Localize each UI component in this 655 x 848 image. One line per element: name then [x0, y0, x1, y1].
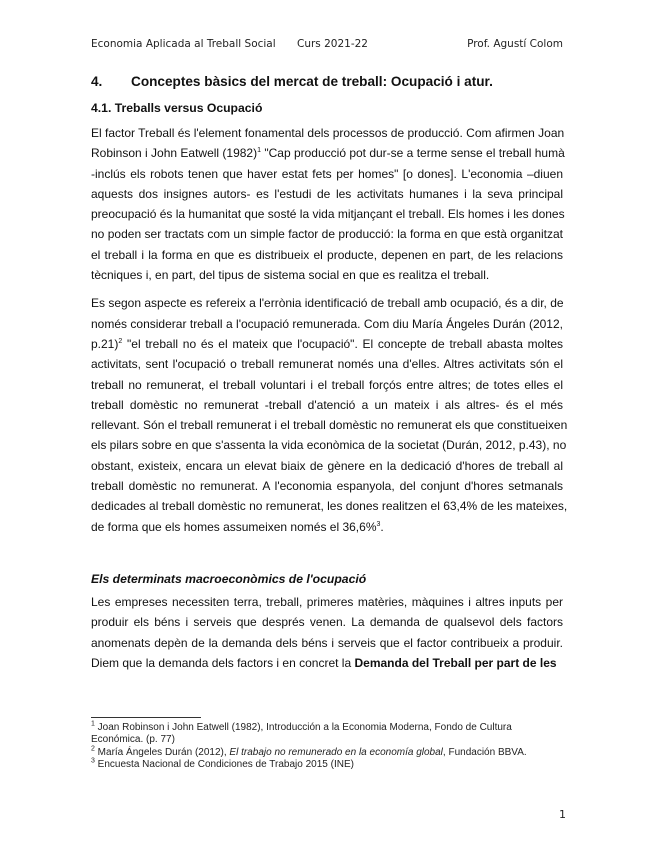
subsection-heading: 4.1. Treballs versus Ocupació	[91, 101, 263, 115]
paragraph-line	[91, 517, 563, 537]
paragraph-line: obstant, existeix, encara un elevat biaix de gènere en la dedicació d'hores de treball al	[91, 458, 563, 473]
line-text: Robinson i John Eatwell (1982)	[91, 146, 258, 161]
paragraph-line: només considerar treball a l'ocupació remunerada. Com diu María Ángeles Durán (2012,	[91, 316, 563, 331]
footnote-text: , Fundación BBVA.	[442, 746, 527, 758]
paragraph-line: no poden ser tractats com un simple factor de producció: la forma en que està organitzat	[91, 227, 563, 242]
paragraph-line: treball no remunerat, el treball voluntari i el treball forçós entre altres; de totes elles el	[91, 377, 563, 392]
page-number: 1	[559, 808, 566, 821]
paragraph-line	[91, 653, 563, 673]
footnote-text: María Ángeles Durán (2012),	[94, 746, 230, 758]
line-text: "el treball no és el mateix que l'ocupació". El concepte de treball abasta moltes	[122, 336, 563, 351]
line-text: p.21)	[91, 336, 119, 351]
paragraph-line: -inclús els robots tenen que haver estat fets per homes" [o dones]. L'economia –diuen	[91, 166, 563, 181]
paragraph-line: activitats, sent l'ocupació o treball remunerat només una d'elles. Altres activitats són el	[91, 357, 563, 372]
footnote-3	[91, 759, 571, 771]
paragraph-line: Les empreses necessiten terra, treball, primeres matèries, màquines i altres inputs per	[91, 594, 563, 609]
header-course-title: Economia Aplicada al Treball Social	[91, 38, 276, 50]
document-body	[91, 72, 568, 673]
section-heading	[91, 74, 563, 89]
footnote-number: 3	[91, 757, 95, 765]
paragraph-2	[91, 293, 568, 537]
footnote-number: 2	[91, 745, 95, 753]
footnote-book-title: El trabajo no remunerado en la economía global	[229, 746, 443, 758]
paragraph-3	[91, 592, 563, 673]
paragraph-1	[91, 123, 563, 285]
line-text: .	[380, 519, 384, 534]
section-title: Conceptes bàsics del mercat de treball: Ocupació i atur.	[131, 74, 493, 89]
paragraph-line: El factor Treball és l'element fonamental dels processos de producció. Com afirmen Joan	[91, 126, 565, 140]
footnote-2	[91, 747, 571, 759]
paragraph-line: els pilars sobre en que s'assenta la vida econòmica de la societat (Durán, 2012, p.43), no	[91, 438, 567, 453]
line-text: de forma que els homes assumeixen només el 36,6%	[91, 519, 377, 534]
footnote-text: Encuesta Nacional de Condiciones de Trabajo 2015 (INE)	[94, 758, 354, 770]
paragraph-line: rellevant. Són el treball remunerat i el treball domèstic no remunerat els que constitueixen	[91, 418, 568, 433]
paragraph-line	[91, 143, 563, 163]
paragraph-line: treball domèstic no remunerat -treball d'atenció a un mateix i als altres- és el més	[91, 397, 563, 412]
paragraph-line: anomenats depèn de la demanda dels béns i serveis que el factor contribueix a produir.	[91, 635, 563, 650]
paragraph-line: preocupació és la humanitat que sosté la vida mitjançant el treball. Els homes i les dones	[91, 207, 565, 222]
paragraph-line: treball domèstic no remunerat. A l'economia espanyola, del conjunt d'hores setmanals	[91, 479, 563, 494]
footnotes	[91, 722, 571, 771]
paragraph-line	[91, 334, 563, 354]
footnote-ref: 3	[376, 520, 381, 528]
paragraph-line: tècniques i, en part, del tipus de sistema social en que es realitza el treball.	[91, 268, 490, 283]
paragraph-line: Es segon aspecte es refereix a l'errònia identificació de treball amb ocupació, és a dir, de	[91, 296, 564, 311]
footnote-number: 1	[91, 720, 95, 728]
footnote-1	[91, 722, 571, 734]
header-professor: Prof. Agustí Colom	[467, 38, 563, 50]
footnote-1-continuation: Económica. (p. 77)	[91, 734, 175, 746]
bold-term: Demanda del Treball per part de les	[354, 655, 557, 670]
paragraph-line: aquests dos insignes autors- es l'estudi de les activitats humanes i la seva principal	[91, 186, 563, 201]
line-text: Diem que la demanda dels factors i en concret la	[91, 655, 355, 670]
paragraph-line: produir els béns i serveis que després venen. La demanda de qualsevol dels factors	[91, 615, 563, 630]
footnote-text: Joan Robinson i John Eatwell (1982), Introducción a la Economia Moderna, Fondo de Cultura	[94, 722, 512, 733]
footnote-ref: 2	[118, 337, 123, 345]
section-number: 4.	[91, 74, 103, 89]
paragraph-line: el treball i la forma en que es distribueix el producte, depenen en part, de les relacions	[91, 247, 563, 262]
header-academic-year: Curs 2021-22	[297, 38, 368, 50]
line-text: "Cap producció pot dur-se a terme sense el treball humà	[261, 146, 565, 161]
footnote-ref: 1	[257, 147, 262, 155]
subheading-macroeconomic: Els determinats macroeconòmics de l'ocupació	[91, 571, 367, 586]
footnote-separator	[91, 717, 201, 718]
paragraph-line: dedicades al treball domèstic no remunerat, les dones realitzen el 63,4% de les mateixes,	[91, 499, 568, 514]
